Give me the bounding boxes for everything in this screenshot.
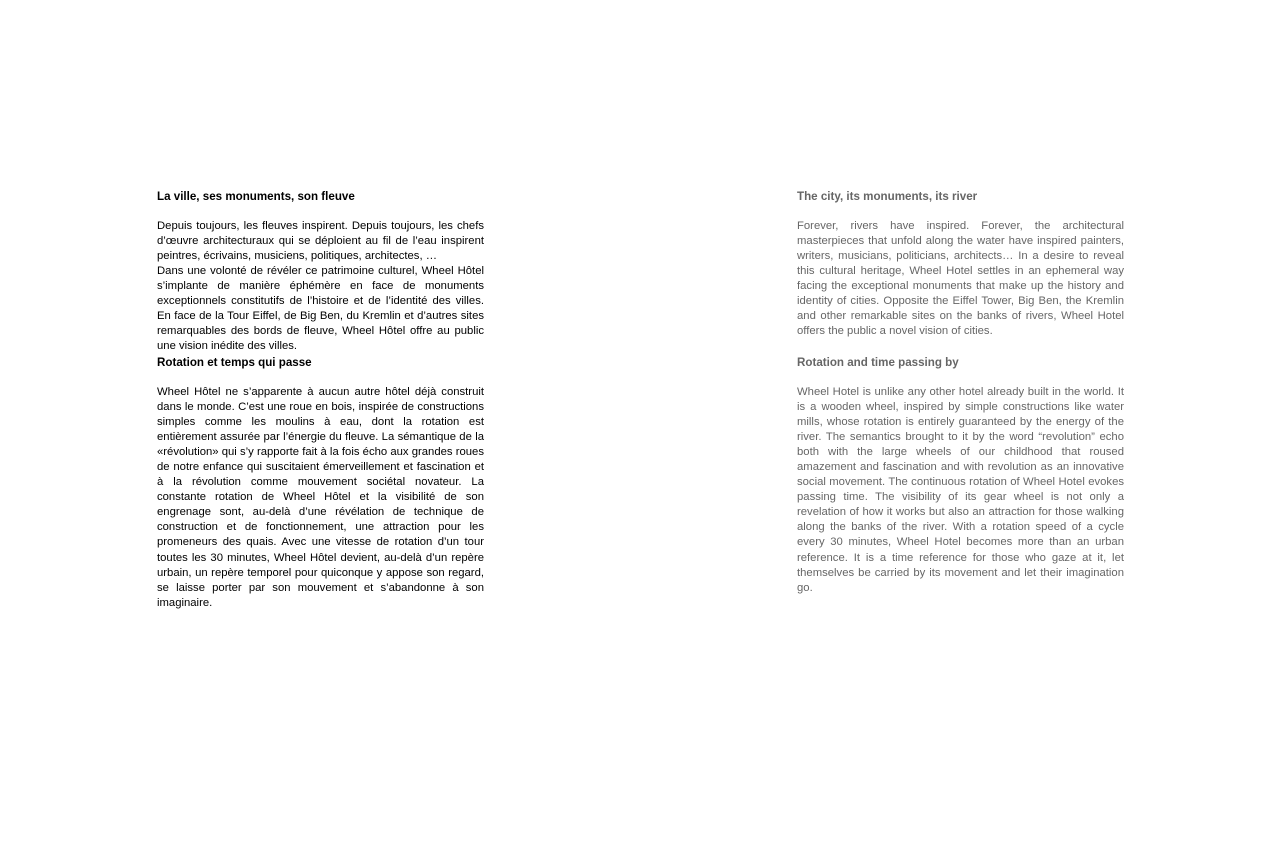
french-paragraph-city-2: Dans une volonté de révéler ce patrimoine culturel, Wheel Hôtel s’implante de manière éphémère en face de monuments exceptionnels constitutifs de l’histoire et de l’identité des villes. En face de la Tour Eiffel, de Big Ben, du Kremlin et d’autres sites remarquables des bords de fleuve, Wheel Hôtel offre au public une vision inédite des villes. (157, 265, 484, 353)
english-heading-city: The city, its monuments, its river (797, 190, 978, 203)
french-heading-rotation: Rotation et temps qui passe (157, 356, 312, 369)
english-section-rotation (797, 355, 1124, 596)
french-section-rotation (157, 355, 484, 611)
french-column (157, 189, 484, 611)
french-section-city (157, 189, 484, 355)
french-heading-city: La ville, ses monuments, son fleuve (157, 190, 355, 203)
english-section-city (797, 189, 1124, 355)
french-paragraph-rotation: Wheel Hôtel ne s’apparente à aucun autre hôtel déjà construit dans le monde. C’est une roue en bois, inspirée de constructions simples comme les moulins à eau, dont la rotation est entièrement assurée par l’énergie du fleuve. La sémantique de la «révolution» qui s’y rapporte fait à la fois écho aux grandes roues de notre enfance qui suscitaient émerveillement et fascination et à la révolution comme mouvement sociétal novateur. La constante rotation de Wheel Hôtel et la visibilité de son engrenage sont, au-delà d’une révélation de technique de construction et de fonctionnement, une attraction pour les promeneurs des quais. Avec une vitesse de rotation d’un tour toutes les 30 minutes, Wheel Hôtel devient, au-delà d’un repère urbain, un repère temporel pour quiconque y appose son regard, se laisse porter par son mouvement et s’abandonne à son imaginaire. (157, 386, 484, 609)
english-column (797, 189, 1124, 596)
english-paragraph-rotation: Wheel Hotel is unlike any other hotel already built in the world. It is a wooden wheel, inspired by simple constructions like water mills, whose rotation is entirely guaranteed by the energy of the river. The semantics brought to it by the word “revolution” echo both with the large wheels of our childhood that roused amazement and fascination and with revolution as an innovative social movement. The continuous rotation of Wheel Hotel evokes passing time. The visibility of its gear wheel is not only a revelation of how it works but also an attraction for those walking along the banks of the river. With a rotation speed of a cycle every 30 minutes, Wheel Hotel becomes more than an urban reference. It is a time reference for those who gaze at it, let themselves be carried by its movement and let their imagination go. (797, 386, 1124, 594)
english-heading-rotation: Rotation and time passing by (797, 356, 959, 369)
french-paragraph-city-1: Depuis toujours, les fleuves inspirent. Depuis toujours, les chefs d’œuvre architecturaux qui se déploient au fil de l’eau inspirent peintres, écrivains, musiciens, politiques, architectes, … (157, 220, 484, 263)
english-paragraph-city: Forever, rivers have inspired. Forever, the architectural masterpieces that unfold along the water have inspired painters, writers, musicians, politicians, architects… In a desire to reveal this cultural heritage, Wheel Hotel settles in an ephemeral way facing the exceptional monuments that make up the history and identity of cities. Opposite the Eiffel Tower, Big Ben, the Kremlin and other remarkable sites on the banks of rivers, Wheel Hotel offers the public a novel vision of cities. (797, 220, 1124, 338)
